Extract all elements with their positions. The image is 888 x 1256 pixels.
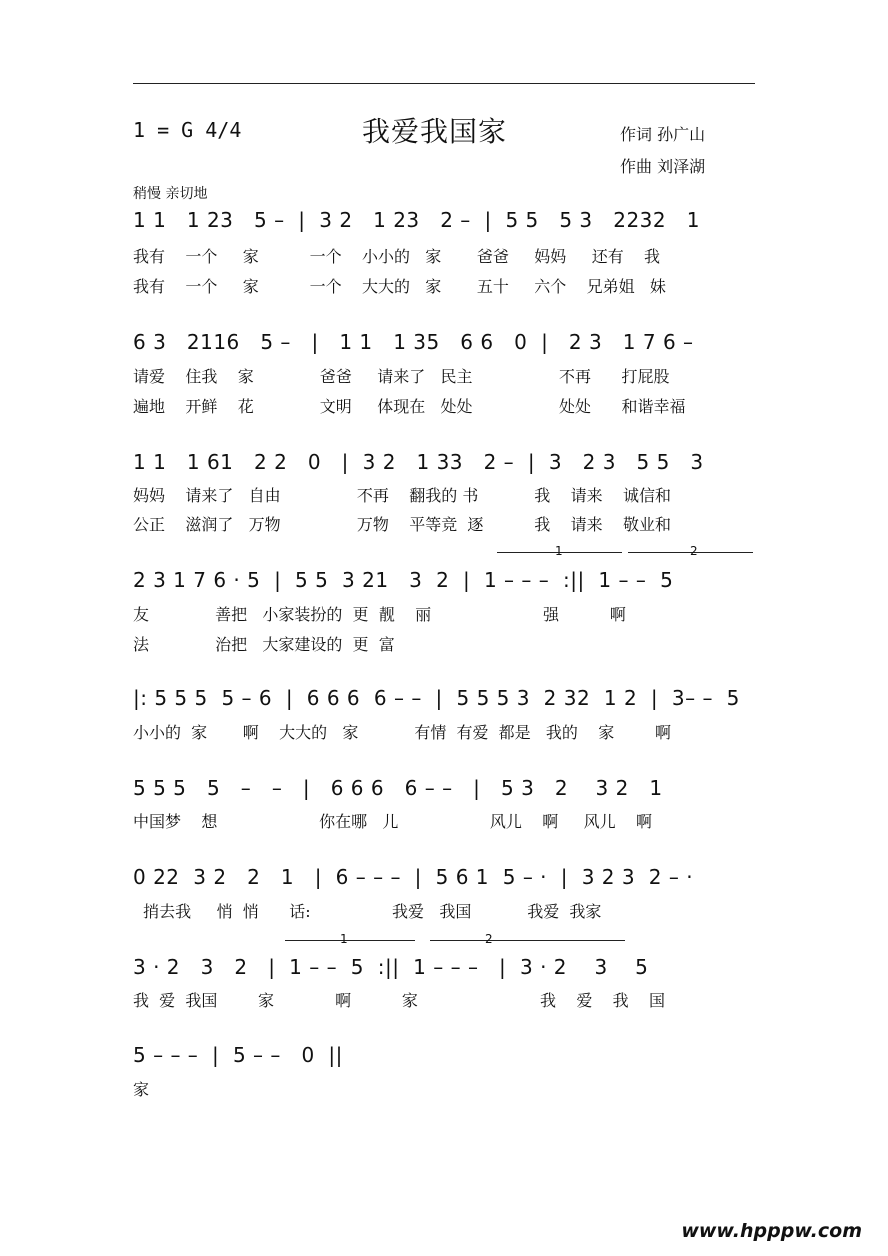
key-signature: 1 = G 4/4 xyxy=(133,118,242,142)
notation-line: 6 3 2116 5 – | 1 1 1 35 6 6 0 | 2 3 1 7 6 – xyxy=(133,330,694,354)
notation-line: |: 5 5 5 5 – 6 | 6 6 6 6 – – | 5 5 5 3 2 32 1 2 | 3– – 5 xyxy=(133,686,740,710)
notation-line: 3 · 2 3 2 | 1 – – 5 :|| 1 – – – | 3 · 2 3 5 xyxy=(133,955,649,979)
lyric-verse-1: 请爱 住我 家 爸爸 请来了 民主 不再 打屁股 xyxy=(133,367,670,386)
top-rule xyxy=(133,83,755,84)
volta-number-2: 2 xyxy=(690,544,698,558)
lyric-verse-2: 我有 一个 家 一个 大大的 家 五十 六个 兄弟姐 妹 xyxy=(133,277,666,296)
volta-number-1: 1 xyxy=(555,544,563,558)
volta-bracket-1 xyxy=(285,940,415,941)
volta-number-1: 1 xyxy=(340,932,348,946)
lyric-verse-2: 遍地 开鲜 花 文明 体现在 处处 处处 和谐幸福 xyxy=(133,397,686,416)
lyricist-credit: 作词 孙广山 xyxy=(620,125,706,144)
composer-credit: 作曲 刘泽湖 xyxy=(620,157,706,176)
lyric-verse-2: 公正 滋润了 万物 万物 平等竞 逐 我 请来 敬业和 xyxy=(133,515,671,534)
notation-line: 2 3 1 7 6 · 5 | 5 5 3 21 3 2 | 1 – – – :|| 1 – – 5 xyxy=(133,568,674,592)
notation-line: 1 1 1 61 2 2 0 | 3 2 1 33 2 – | 3 2 3 5 5 3 xyxy=(133,450,704,474)
lyric-verse-1: 我有 一个 家 一个 小小的 家 爸爸 妈妈 还有 我 xyxy=(133,247,661,266)
song-title: 我爱我国家 xyxy=(362,115,508,148)
lyric-verse-1: 妈妈 请来了 自由 不再 翻我的 书 我 请来 诚信和 xyxy=(133,486,671,505)
volta-bracket-2 xyxy=(430,940,625,941)
lyric-verse-1: 捎去我 悄 悄 话: 我爱 我国 我爱 我家 xyxy=(133,902,602,921)
tempo-marking: 稍慢 亲切地 xyxy=(133,186,208,202)
lyric-verse-2: 法 治把 大家建设的 更 富 xyxy=(133,635,395,654)
volta-number-2: 2 xyxy=(485,932,493,946)
lyric-verse-1: 家 xyxy=(133,1080,150,1099)
lyric-verse-1: 中国梦 想 你在哪 儿 风儿 啊 风儿 啊 xyxy=(133,812,652,831)
notation-line: 1 1 1 23 5 – | 3 2 1 23 2 – | 5 5 5 3 2232 1 xyxy=(133,208,700,232)
notation-line: 5 5 5 5 – – | 6 6 6 6 – – | 5 3 2 3 2 1 xyxy=(133,776,663,800)
notation-line: 0 22 3 2 2 1 | 6 – – – | 5 6 1 5 – · | 3 2 3 2 – · xyxy=(133,865,694,889)
lyric-verse-1: 友 善把 小家装扮的 更 靓 丽 强 啊 xyxy=(133,605,626,624)
lyric-verse-1: 我 爱 我国 家 啊 家 我 爱 我 国 xyxy=(133,991,666,1010)
notation-line: 5 – – – | 5 – – 0 || xyxy=(133,1043,343,1067)
lyric-verse-1: 小小的 家 啊 大大的 家 有情 有爱 都是 我的 家 啊 xyxy=(133,723,671,742)
website-watermark: www.hpppw.com xyxy=(681,1220,862,1242)
